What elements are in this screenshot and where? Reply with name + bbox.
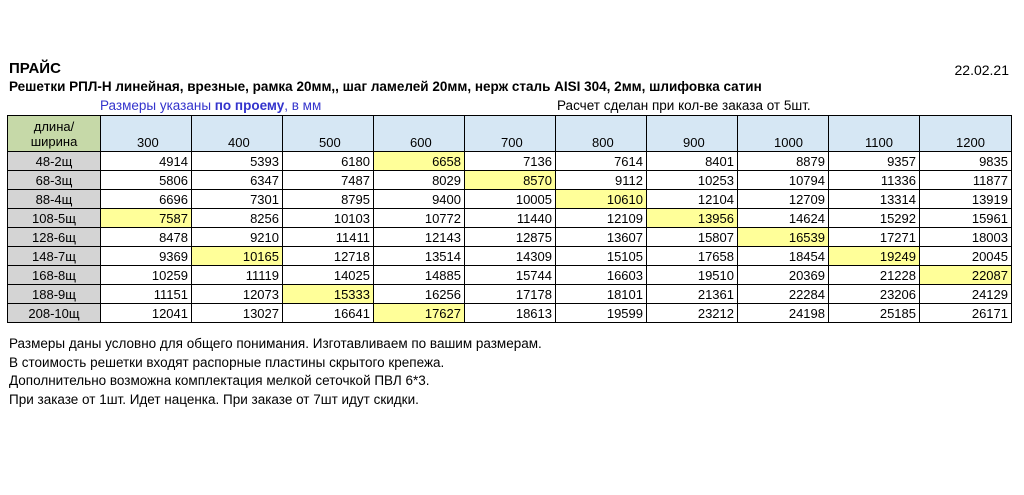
price-cell: 8401 <box>647 152 738 171</box>
price-cell: 10165 <box>192 247 283 266</box>
column-header: 1200 <box>920 116 1012 152</box>
table-row <box>8 266 1012 285</box>
table-row <box>8 171 1012 190</box>
price-cell: 7301 <box>192 190 283 209</box>
price-cell: 15744 <box>465 266 556 285</box>
price-cell: 13027 <box>192 304 283 323</box>
price-cell: 7487 <box>283 171 374 190</box>
price-cell: 11440 <box>465 209 556 228</box>
row-label: 208-10щ <box>8 304 101 323</box>
price-cell: 9210 <box>192 228 283 247</box>
price-cell: 10794 <box>738 171 829 190</box>
price-cell: 13956 <box>647 209 738 228</box>
price-cell: 7587 <box>101 209 192 228</box>
price-cell: 18003 <box>920 228 1012 247</box>
price-cell: 8256 <box>192 209 283 228</box>
price-cell: 10610 <box>556 190 647 209</box>
price-cell: 10005 <box>465 190 556 209</box>
price-cell: 24129 <box>920 285 1012 304</box>
price-cell: 17271 <box>829 228 920 247</box>
footer-note: При заказе от 1шт. Идет наценка. При заказе от 7шт идут скидки. <box>9 391 419 407</box>
table-body <box>8 152 1012 323</box>
table-row <box>8 247 1012 266</box>
price-cell: 8795 <box>283 190 374 209</box>
price-cell: 18101 <box>556 285 647 304</box>
price-cell: 19599 <box>556 304 647 323</box>
price-cell: 17627 <box>374 304 465 323</box>
price-cell: 5393 <box>192 152 283 171</box>
price-cell: 9400 <box>374 190 465 209</box>
row-label: 68-3щ <box>8 171 101 190</box>
price-cell: 14309 <box>465 247 556 266</box>
row-label: 148-7щ <box>8 247 101 266</box>
price-cell: 14885 <box>374 266 465 285</box>
price-cell: 16539 <box>738 228 829 247</box>
table-row <box>8 285 1012 304</box>
price-cell: 18454 <box>738 247 829 266</box>
price-cell: 5806 <box>101 171 192 190</box>
price-cell: 7614 <box>556 152 647 171</box>
column-header: 700 <box>465 116 556 152</box>
price-cell: 23206 <box>829 285 920 304</box>
price-table <box>7 115 1012 323</box>
price-cell: 6658 <box>374 152 465 171</box>
footer-note: Дополнительно возможна комплектация мелкой сеточкой ПВЛ 6*3. <box>9 373 430 388</box>
price-cell: 15807 <box>647 228 738 247</box>
price-cell: 10772 <box>374 209 465 228</box>
price-cell: 22087 <box>920 266 1012 285</box>
price-cell: 12104 <box>647 190 738 209</box>
corner-cell <box>8 116 101 152</box>
column-header: 400 <box>192 116 283 152</box>
price-cell: 4914 <box>101 152 192 171</box>
price-cell: 16641 <box>283 304 374 323</box>
column-header: 300 <box>101 116 192 152</box>
table-row <box>8 228 1012 247</box>
price-cell: 11119 <box>192 266 283 285</box>
size-note-bold: по проему <box>214 98 285 113</box>
quantity-note: Расчет сделан при кол-ве заказа от 5шт. <box>557 98 811 113</box>
price-cell: 8879 <box>738 152 829 171</box>
price-cell: 11151 <box>101 285 192 304</box>
corner-label-width: ширина <box>30 133 78 149</box>
table-row <box>8 304 1012 323</box>
price-cell: 8478 <box>101 228 192 247</box>
price-cell: 6180 <box>283 152 374 171</box>
price-cell: 12709 <box>738 190 829 209</box>
price-cell: 18613 <box>465 304 556 323</box>
price-cell: 15292 <box>829 209 920 228</box>
price-cell: 9835 <box>920 152 1012 171</box>
price-cell: 9369 <box>101 247 192 266</box>
column-header: 1000 <box>738 116 829 152</box>
footer-note: Размеры даны условно для общего понимания. Изготавливаем по вашим размерам. <box>9 336 542 351</box>
price-cell: 16603 <box>556 266 647 285</box>
table-row <box>8 209 1012 228</box>
size-note-pre: Размеры указаны <box>100 98 215 113</box>
price-cell: 14025 <box>283 266 374 285</box>
price-cell: 8029 <box>374 171 465 190</box>
price-cell: 12718 <box>283 247 374 266</box>
price-cell: 16256 <box>374 285 465 304</box>
price-cell: 19249 <box>829 247 920 266</box>
price-cell: 11877 <box>920 171 1012 190</box>
price-cell: 6347 <box>192 171 283 190</box>
price-cell: 21228 <box>829 266 920 285</box>
row-label: 48-2щ <box>8 152 101 171</box>
price-cell: 8570 <box>465 171 556 190</box>
price-cell: 15961 <box>920 209 1012 228</box>
price-cell: 17658 <box>647 247 738 266</box>
price-cell: 12041 <box>101 304 192 323</box>
price-cell: 9357 <box>829 152 920 171</box>
row-label: 128-6щ <box>8 228 101 247</box>
price-cell: 25185 <box>829 304 920 323</box>
price-cell: 11336 <box>829 171 920 190</box>
price-cell: 13919 <box>920 190 1012 209</box>
price-cell: 15333 <box>283 285 374 304</box>
price-cell: 10259 <box>101 266 192 285</box>
footer-note: В стоимость решетки входят распорные пластины скрытого крепежа. <box>9 354 445 370</box>
price-date: 22.02.21 <box>954 62 1009 78</box>
price-cell: 22284 <box>738 285 829 304</box>
table-row <box>8 152 1012 171</box>
price-cell: 12073 <box>192 285 283 304</box>
price-cell: 14624 <box>738 209 829 228</box>
price-cell: 20045 <box>920 247 1012 266</box>
size-note <box>100 98 321 113</box>
price-cell: 15105 <box>556 247 647 266</box>
price-cell: 17178 <box>465 285 556 304</box>
price-cell: 11411 <box>283 228 374 247</box>
price-cell: 13607 <box>556 228 647 247</box>
size-note-post: , в мм <box>284 98 322 113</box>
price-cell: 12875 <box>465 228 556 247</box>
price-cell: 23212 <box>647 304 738 323</box>
column-header: 500 <box>283 116 374 152</box>
price-cell: 13514 <box>374 247 465 266</box>
price-cell: 9112 <box>556 171 647 190</box>
price-cell: 26171 <box>920 304 1012 323</box>
price-cell: 10253 <box>647 171 738 190</box>
row-label: 188-9щ <box>8 285 101 304</box>
price-cell: 12143 <box>374 228 465 247</box>
column-header: 800 <box>556 116 647 152</box>
price-cell: 24198 <box>738 304 829 323</box>
row-label: 168-8щ <box>8 266 101 285</box>
price-cell: 21361 <box>647 285 738 304</box>
column-header: 600 <box>374 116 465 152</box>
price-title: ПРАЙС <box>9 60 61 77</box>
row-label: 88-4щ <box>8 190 101 209</box>
table-row <box>8 190 1012 209</box>
price-cell: 19510 <box>647 266 738 285</box>
row-label: 108-5щ <box>8 209 101 228</box>
price-cell: 6696 <box>101 190 192 209</box>
product-description: Решетки РПЛ-Н линейная, врезные, рамка 20мм,, шаг ламелей 20мм, нерж сталь AISI 304, 2мм, шлифовка сатин <box>9 79 762 94</box>
footer-notes <box>9 335 542 409</box>
corner-label-length: длина/ <box>33 118 75 134</box>
price-cell: 7136 <box>465 152 556 171</box>
table-header-row <box>8 116 1012 152</box>
price-cell: 12109 <box>556 209 647 228</box>
column-header: 1100 <box>829 116 920 152</box>
price-cell: 13314 <box>829 190 920 209</box>
column-header: 900 <box>647 116 738 152</box>
price-cell: 20369 <box>738 266 829 285</box>
price-cell: 10103 <box>283 209 374 228</box>
